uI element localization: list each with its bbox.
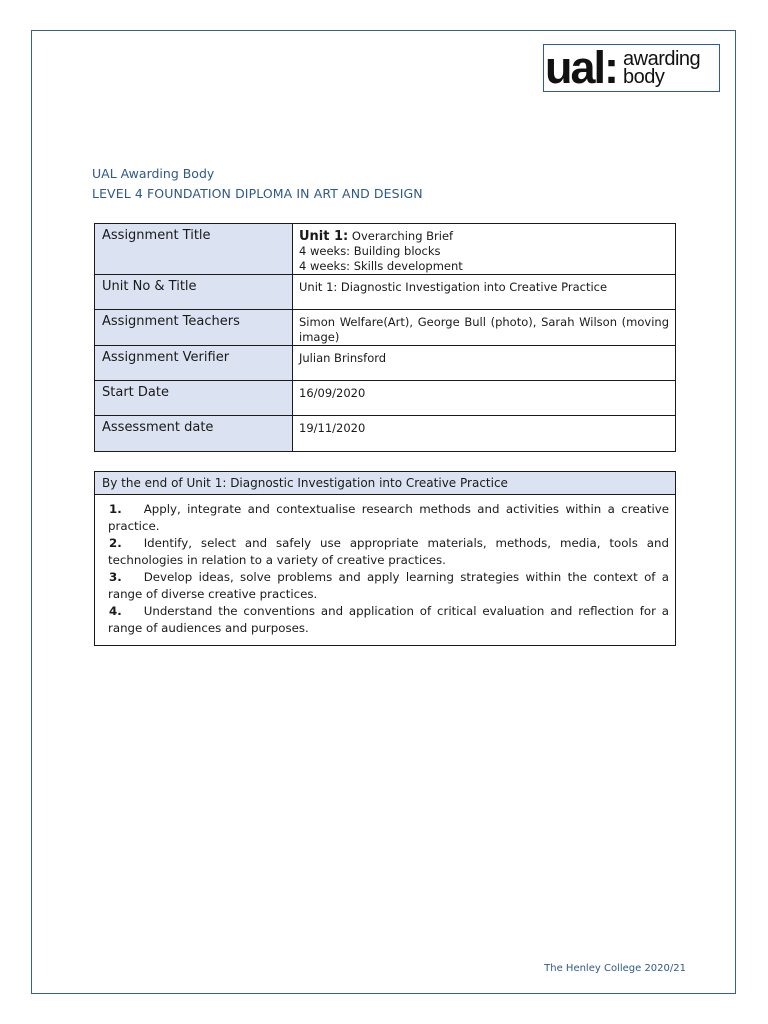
outcome-item xyxy=(108,603,669,637)
outcome-number: 4. xyxy=(109,604,122,618)
assignment-title-line-2: 4 weeks: Building blocks xyxy=(299,244,441,258)
verifier-label: Assignment Verifier xyxy=(95,346,293,381)
outcome-text: Develop ideas, solve problems and apply learning strategies within the context of a range of diverse creative practices. xyxy=(108,570,669,601)
outcome-item xyxy=(108,501,669,535)
assessment-date-label: Assessment date xyxy=(95,416,293,452)
logo-line-1: awarding xyxy=(623,48,701,70)
assignment-title-unit: Unit 1: xyxy=(299,229,349,244)
outcomes-list xyxy=(95,495,676,646)
org-name: UAL Awarding Body xyxy=(92,166,215,181)
assignment-title-value xyxy=(293,224,676,275)
outcome-number: 2. xyxy=(109,536,122,550)
start-date-label: Start Date xyxy=(95,381,293,416)
outcome-number: 1. xyxy=(109,502,122,516)
teachers-label: Assignment Teachers xyxy=(95,310,293,346)
row-assignment-title xyxy=(95,224,676,275)
assignment-details-table xyxy=(94,223,676,452)
outcome-item xyxy=(108,569,669,603)
logo-text xyxy=(623,50,700,86)
row-teachers xyxy=(95,310,676,346)
outcome-text: Identify, select and safely use appropriate materials, methods, media, tools and technologies in relation to a variety of creative practices. xyxy=(108,536,669,567)
start-date-value: 16/09/2020 xyxy=(293,381,676,416)
assignment-title-line-3: 4 weeks: Skills development xyxy=(299,259,463,273)
course-title: LEVEL 4 FOUNDATION DIPLOMA IN ART AND DESIGN xyxy=(92,186,423,201)
assignment-title-label: Assignment Title xyxy=(95,224,293,275)
outcome-text: Apply, integrate and contextualise research methods and activities within a creative practice. xyxy=(108,502,669,533)
row-verifier xyxy=(95,346,676,381)
row-unit xyxy=(95,275,676,310)
outcome-number: 3. xyxy=(109,570,122,584)
learning-outcomes-table xyxy=(94,471,676,646)
outcome-text: Understand the conventions and application of critical evaluation and reflection for a range of audiences and purposes. xyxy=(108,604,669,635)
footer-college: The Henley College 2020/21 xyxy=(544,963,686,974)
logo-line-2: body xyxy=(623,66,665,88)
assessment-date-value: 19/11/2020 xyxy=(293,416,676,452)
assignment-title-brief: Overarching Brief xyxy=(348,229,454,243)
outcomes-heading: By the end of Unit 1: Diagnostic Investigation into Creative Practice xyxy=(95,472,676,495)
row-start-date xyxy=(95,381,676,416)
row-assessment-date xyxy=(95,416,676,452)
verifier-value: Julian Brinsford xyxy=(293,346,676,381)
outcome-item xyxy=(108,535,669,569)
unit-value: Unit 1: Diagnostic Investigation into Creative Practice xyxy=(293,275,676,310)
teachers-value: Simon Welfare(Art), George Bull (photo), Sarah Wilson (moving image) xyxy=(293,310,676,346)
unit-label: Unit No & Title xyxy=(95,275,293,310)
ual-awarding-body-logo xyxy=(543,44,720,92)
logo-mark: ual: xyxy=(545,44,618,92)
